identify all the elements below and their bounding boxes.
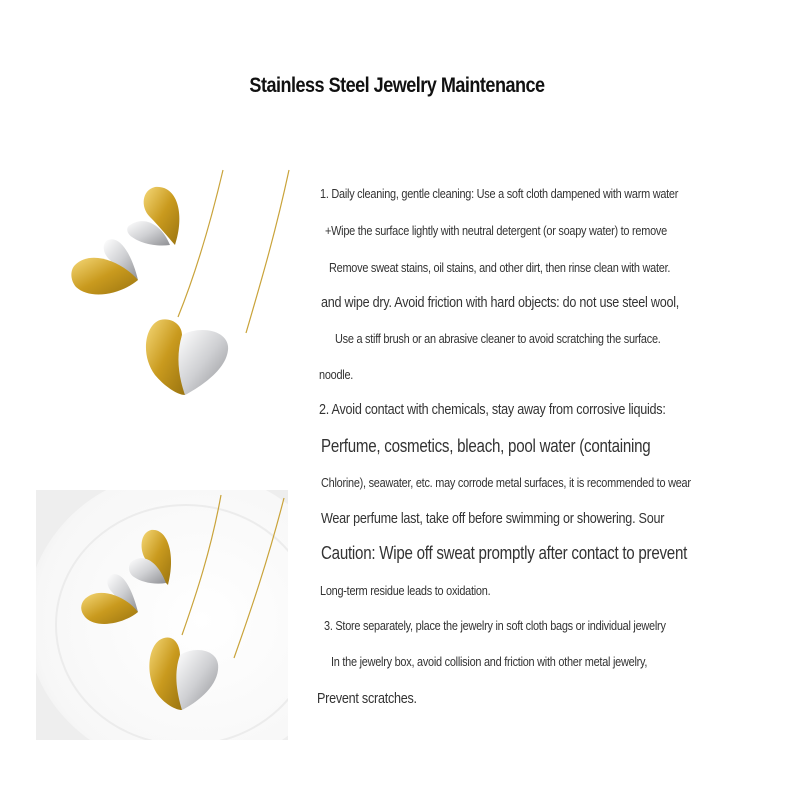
instruction-line: Remove sweat stains, oil stains, and other dirt, then rinse clean with water. xyxy=(329,260,671,275)
instruction-line: Chlorine), seawater, etc. may corrode metal surfaces, it is recommended to wear xyxy=(321,475,691,490)
instruction-line: and wipe dry. Avoid friction with hard objects: do not use steel wool, xyxy=(321,294,680,311)
instruction-line: Prevent scratches. xyxy=(317,690,417,707)
instruction-line: 3. Store separately, place the jewelry in soft cloth bags or individual jewelry xyxy=(324,618,666,633)
instruction-line: In the jewelry box, avoid collision and friction with other metal jewelry, xyxy=(331,654,648,669)
instruction-line: 1. Daily cleaning, gentle cleaning: Use a soft cloth dampened with warm water xyxy=(320,186,679,201)
product-photo-white-background xyxy=(60,165,300,405)
instruction-line: noodle. xyxy=(319,367,354,382)
instruction-line: +Wipe the surface lightly with neutral detergent (or soapy water) to remove xyxy=(325,223,667,238)
instruction-line: Use a stiff brush or an abrasive cleaner to avoid scratching the surface. xyxy=(335,331,661,346)
page-title: Stainless Steel Jewelry Maintenance xyxy=(249,74,545,97)
product-photo-on-plate xyxy=(36,490,288,740)
instruction-line: Perfume, cosmetics, bleach, pool water (containing xyxy=(321,436,651,456)
instruction-line: 2. Avoid contact with chemicals, stay away from corrosive liquids: xyxy=(319,401,666,418)
instruction-line: Long-term residue leads to oxidation. xyxy=(320,583,491,598)
instruction-line: Caution: Wipe off sweat promptly after contact to prevent xyxy=(321,543,688,563)
instruction-line: Wear perfume last, take off before swimming or showering. Sour xyxy=(321,510,665,527)
